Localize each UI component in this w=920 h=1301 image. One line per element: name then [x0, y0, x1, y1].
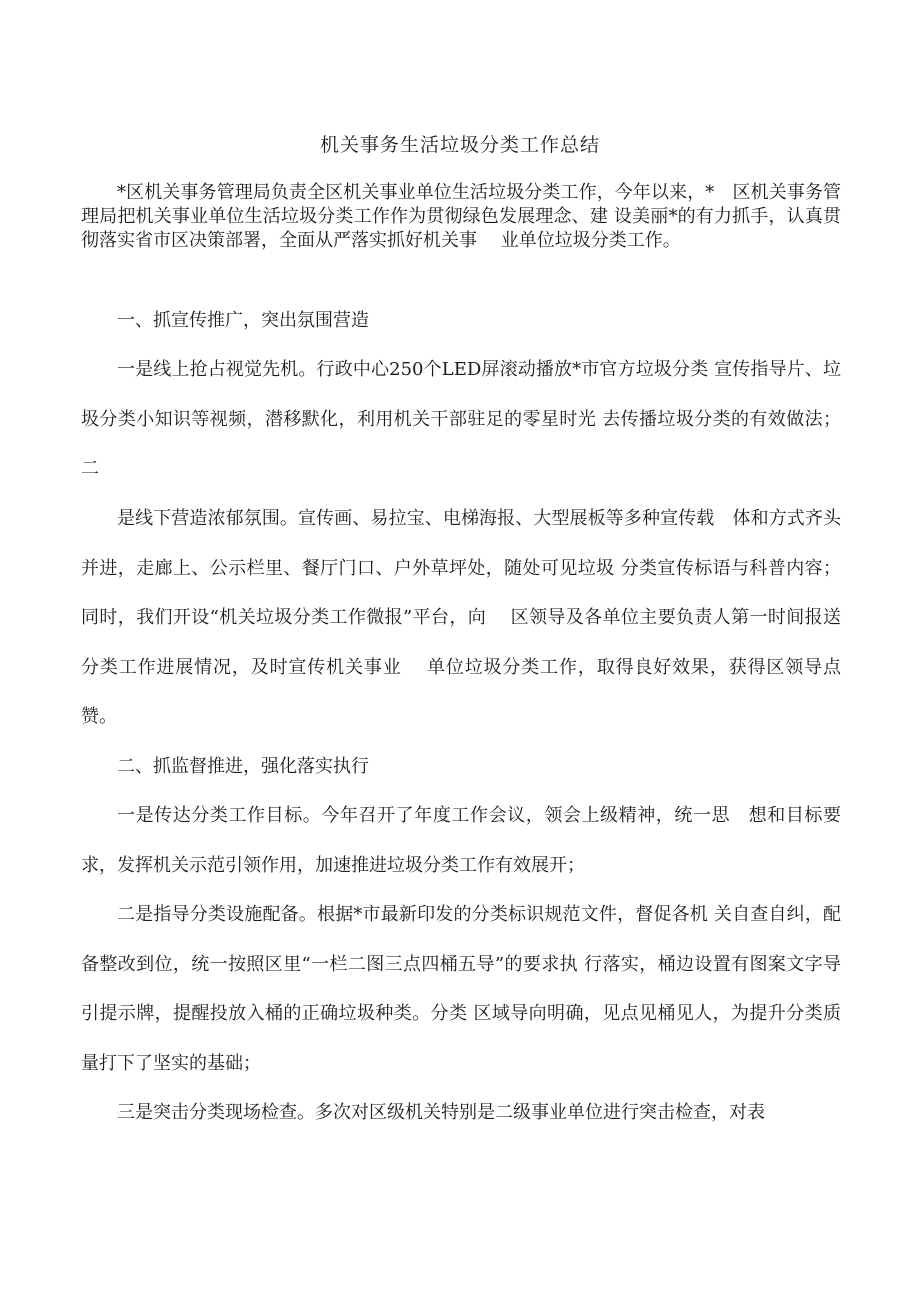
paragraph-intro: *区机关事务管理局负责全区机关事业单位生活垃圾分类工作，今年以来，* 区机关事务管理局把机关事业单位生活垃圾分类工作作为贯彻绿色发展理念、建 设美丽*的有力抓手，认真贯彻落实省市区决策部署，全面从严落实抓好机关事 业单位垃圾分类工作。 [81, 182, 841, 251]
paragraph-facilities: 二是指导分类设施配备。根据*市最新印发的分类标识规范文件，督促各机 关自查自纠，配备整改到位，统一按照区里“一栏二图三点四桶五导”的要求执 行落实，桶边设置有图案文字导引提示牌，提醒投放入桶的正确垃圾种类。分类 区域导向明确，见点见桶见人，为提升分类质量打下了坚实的基础； [81, 904, 841, 1074]
paragraph-offline-promotion: 是线下营造浓郁氛围。宣传画、易拉宝、电梯海报、大型展板等多种宣传载 体和方式齐头并进，走廊上、公示栏里、餐厅门口、户外草坪处，随处可见垃圾 分类宣传标语与科普内容；同时，我们开设“机关垃圾分类工作微报”平台，向 区领导及各单位主要负责人第一时间报送分类工作进展情况，及时宣传机关事业 单位垃圾分类工作，取得良好效果，获得区领导点赞。 [81, 508, 841, 727]
paragraph-goals: 一是传达分类工作目标。今年召开了年度工作会议，领会上级精神，统一思 想和目标要求，发挥机关示范引领作用，加速推进垃圾分类工作有效展开； [81, 805, 841, 876]
section-heading-2: 二、抓监督推进，强化落实执行 [117, 756, 369, 777]
document-title: 机关事务生活垃圾分类工作总结 [319, 134, 600, 156]
section-heading-1: 一、抓宣传推广，突出氛围营造 [117, 310, 369, 331]
paragraph-inspection: 三是突击分类现场检查。多次对区级机关特别是二级事业单位进行突击检查，对表 [117, 1102, 765, 1123]
paragraph-online-promotion: 一是线上抢占视觉先机。行政中心250个LED屏滚动播放*市官方垃圾分类 宣传指导片、垃圾分类小知识等视频，潜移默化，利用机关干部驻足的零星时光 去传播垃圾分类的有效做法；二 [81, 359, 841, 479]
